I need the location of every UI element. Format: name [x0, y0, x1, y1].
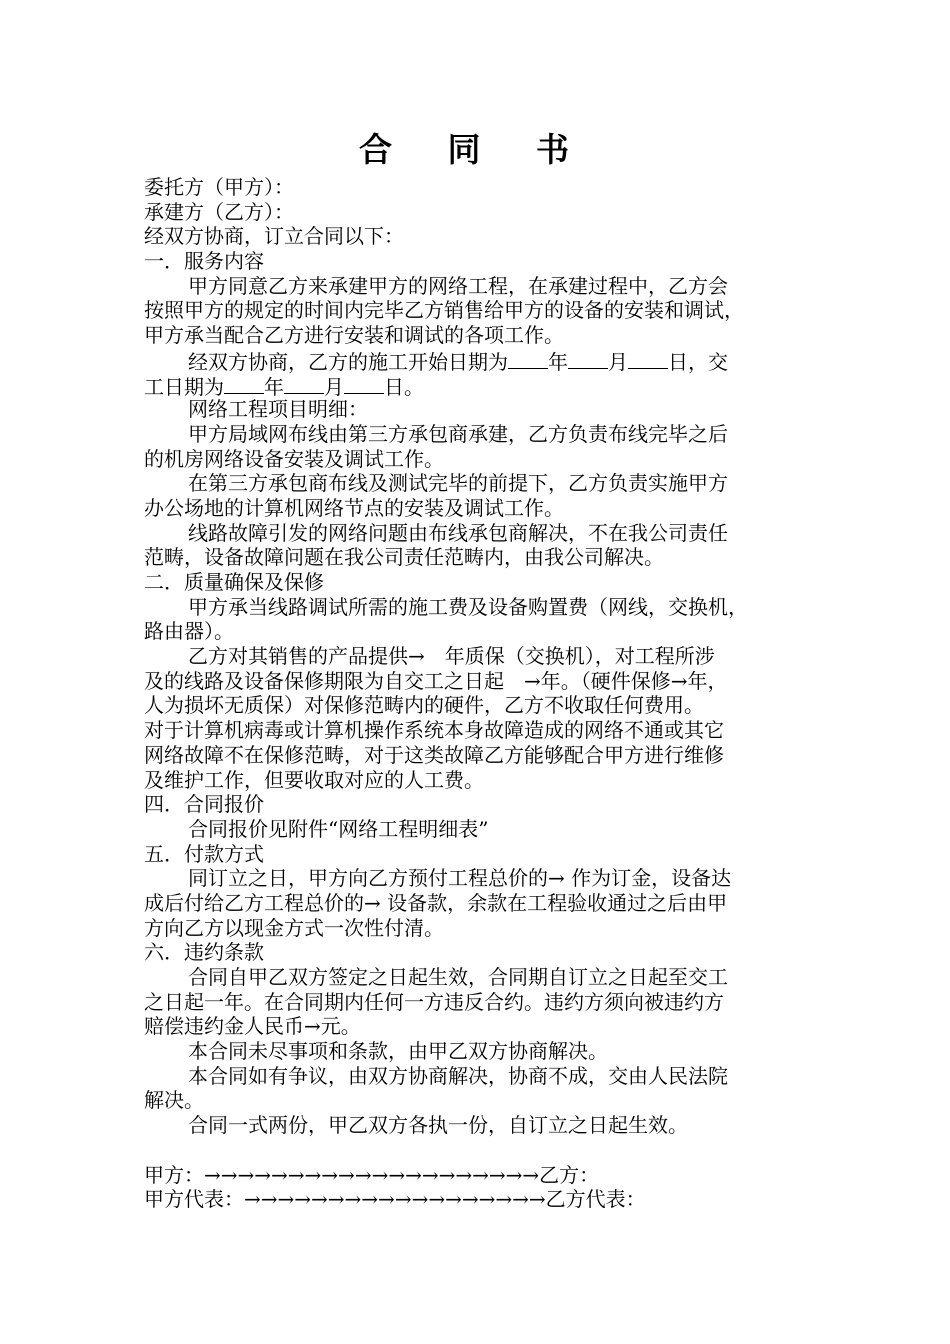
contract-line: 网络工程项目明细： — [188, 397, 368, 422]
contract-line: 二．质量确保及保修 — [144, 570, 324, 594]
spacer — [144, 1138, 808, 1163]
day-label: 日。 — [384, 374, 424, 399]
contract-line: 方向乙方以现金方式一次性付清。 — [144, 915, 444, 940]
contract-body — [144, 175, 808, 1212]
contract-line: 线路故障引发的网络问题由布线承包商解决，不在我公司责任 — [188, 520, 728, 545]
contract-line: 及的线路及设备保修期限为自交工之日起 →年。（硬件保修→年， — [144, 668, 728, 693]
contract-line: 的机房网络设备安装及调试工作。 — [144, 446, 444, 471]
fill-in-blank — [628, 348, 668, 369]
contract-line: 乙方对其销售的产品提供→ 年质保（交换机），对工程所涉 — [188, 644, 715, 669]
contract-line: 之日起一年。在合同期内任何一方违反合约。违约方须向被违约方 — [144, 989, 724, 1014]
contract-line: 合同一式两份，甲乙双方各执一份，自订立之日起生效。 — [188, 1113, 688, 1138]
contract-line: 网络故障不在保修范畴，对于这类故障乙方能够配合甲方进行维修 — [144, 742, 724, 767]
contract-line: 范畴，设备故障问题在我公司责任范畴内，由我公司解决。 — [144, 545, 664, 570]
contract-line: 合同自甲乙双方签定之日起生效，合同期自订立之日起至交工 — [188, 965, 728, 989]
contract-line: 赔偿违约金人民币→元。 — [144, 1014, 361, 1039]
contract-line: 六．违约条款 — [144, 940, 264, 965]
contract-line: 按照甲方的规定的时间内完毕乙方销售给甲方的设备的安装和调试， — [144, 298, 744, 323]
contract-line: 甲方同意乙方来承建甲方的网络工程，在承建过程中，乙方会 — [188, 273, 728, 298]
month-label: 月 — [608, 349, 628, 374]
fill-in-blank — [224, 373, 264, 394]
schedule-line-end — [144, 373, 808, 398]
contract-line: 解决。 — [144, 1088, 204, 1113]
contract-line: 成后付给乙方工程总价的→ 设备款，余款在工程验收通过之后由甲 — [144, 890, 728, 915]
contract-line: 一．服务内容 — [144, 249, 264, 274]
contract-line: 甲方局域网布线由第三方承包商承建，乙方负责布线完毕之后 — [188, 421, 728, 446]
contract-line: 办公场地的计算机网络节点的安装及调试工作。 — [144, 495, 564, 520]
schedule-text: 经双方协商，乙方的施工开始日期为 — [188, 349, 508, 374]
contract-line: 在第三方承包商布线及测试完毕的前提下，乙方负责实施甲方 — [188, 471, 728, 496]
document-title: 合 同 书 — [359, 130, 591, 169]
contract-line: 合同报价见附件“网络工程明细表” — [188, 816, 489, 841]
contract-line: 人为损坏无质保）对保修范畴内的硬件，乙方不收取任何费用。 — [144, 693, 704, 718]
contract-line: 对于计算机病毒或计算机操作系统本身故障造成的网络不通或其它 — [144, 718, 724, 743]
contract-line: 及维护工作，但要收取对应的人工费。 — [144, 767, 484, 792]
fill-in-blank — [568, 348, 608, 369]
year-label: 年 — [264, 374, 284, 399]
contract-line: 委托方（甲方）： — [144, 175, 294, 199]
contract-line: 承建方（乙方）： — [144, 199, 294, 224]
schedule-line-start — [144, 348, 808, 373]
year-label: 年 — [548, 349, 568, 374]
contract-line: 路由器）。 — [144, 619, 234, 644]
contract-line: 甲方代表：→→→→→→→→→→→→→→→→→→乙方代表： — [144, 1187, 646, 1212]
contract-line: 五．付款方式 — [144, 841, 264, 866]
fill-in-blank — [508, 348, 548, 369]
month-label: 月 — [324, 374, 344, 399]
day-label: 日，交 — [668, 349, 728, 374]
contract-line: 甲方：→→→→→→→→→→→→→→→→→→→→乙方： — [144, 1162, 600, 1187]
schedule-text: 工日期为 — [144, 374, 224, 399]
contract-line: 本合同未尽事项和条款，由甲乙双方协商解决。 — [188, 1039, 608, 1064]
contract-line: 经双方协商，订立合同以下： — [144, 224, 404, 249]
contract-line: 四．合同报价 — [144, 792, 264, 817]
contract-line: 甲方承当配合乙方进行安装和调试的各项工作。 — [144, 323, 564, 348]
fill-in-blank — [284, 373, 324, 394]
contract-line: 本合同如有争议，由双方协商解决，协商不成，交由人民法院 — [188, 1063, 728, 1088]
contract-line: 同订立之日，甲方向乙方预付工程总价的→ 作为订金，设备达 — [188, 866, 732, 891]
fill-in-blank — [344, 373, 384, 394]
contract-line: 甲方承当线路调试所需的施工费及设备购置费（网线，交换机， — [188, 594, 748, 619]
